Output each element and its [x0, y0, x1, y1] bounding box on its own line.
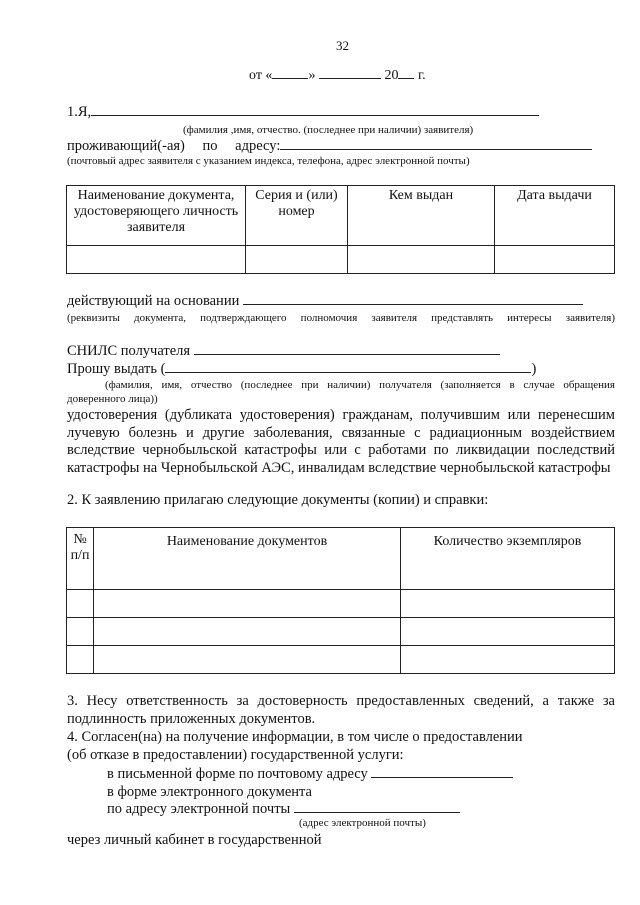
date-suffix: г.: [417, 68, 426, 83]
attachments-table: [66, 527, 615, 674]
date-year-field[interactable]: [398, 78, 414, 79]
date-month-field[interactable]: [319, 78, 381, 79]
snils-field[interactable]: [194, 354, 500, 355]
attachments-table-cell[interactable]: [94, 618, 401, 646]
request-hint: (фамилия, имя, отчество (последнее при наличии) получателя (заполняется в случае обращения доверенного лица)): [67, 379, 615, 405]
snils-label: СНИЛС получателя: [67, 343, 191, 359]
id-table-cell[interactable]: [495, 246, 615, 274]
id-table-cell[interactable]: [246, 246, 348, 274]
attachments-table-cell[interactable]: [67, 590, 94, 618]
consent-option-cabinet: через личный кабинет в государственной: [67, 832, 322, 848]
date-line: [249, 68, 426, 84]
request-close: ): [531, 361, 537, 377]
applicant-hint: (фамилия ,имя, отчество. (последнее при наличии) заявителя): [183, 124, 474, 136]
consent-option-email: [107, 801, 460, 819]
address-field[interactable]: [280, 149, 592, 150]
consent-line-2: (об отказе в предоставлении) государственной услуги:: [67, 747, 404, 763]
id-table-header: Наименование документа, удостоверяющего личность заявителя: [67, 186, 246, 246]
consent-option-postal: [107, 766, 513, 784]
consent-line-1: 4. Согласен(на) на получение информации, в том числе о предоставлении: [67, 729, 523, 745]
address-hint: (почтовый адрес заявителя с указанием индекса, телефона, адрес электронной почты): [67, 155, 470, 167]
email-hint: (адрес электронной почты): [299, 817, 426, 829]
date-mid: »: [308, 68, 316, 83]
applicant-row: [67, 104, 539, 121]
recipient-name-field[interactable]: [165, 372, 531, 373]
residing-row: [67, 138, 592, 155]
authority-hint: (реквизиты документа, подтверждающего полномочия заявителя представлять интересы заявителя): [67, 312, 615, 324]
responsibility-text: 3. Несу ответственность за достоверность предоставленных сведений, а также за подлинность приложенных документов.: [67, 693, 615, 727]
applicant-name-field[interactable]: [91, 115, 539, 116]
authority-label: действующий на основании: [67, 293, 240, 309]
authority-row: [67, 293, 583, 310]
attachments-table-header: Количество экземпляров: [401, 528, 615, 590]
id-table-header: Кем выдан: [348, 186, 495, 246]
residing-label-b: по: [202, 138, 218, 154]
email-field[interactable]: [294, 812, 460, 813]
attachments-table-cell[interactable]: [94, 646, 401, 674]
attachments-table-header: № п/п: [67, 528, 94, 590]
id-table-cell[interactable]: [67, 246, 246, 274]
request-text: удостоверения (дубликата удостоверения) гражданам, получившим или перенесшим лучевую болезнь и другие заболевания, связанные с радиационным воздействием вследствие чернобыльской катастрофы или с работами по ликвидации последствий катастрофы на Чернобыльской АЭС, инвалидам вследствие чернобыльской катастрофы: [67, 407, 615, 476]
attachments-table-header: Наименование документов: [94, 528, 401, 590]
consent-option-email-label: по адресу электронной почты: [107, 801, 291, 817]
date-year-prefix: 20: [384, 68, 399, 83]
date-prefix: от «: [249, 68, 273, 83]
residing-label-c: адресу:: [235, 138, 281, 154]
attachments-table-cell[interactable]: [67, 646, 94, 674]
id-document-table: [66, 185, 615, 274]
authority-field[interactable]: [243, 304, 583, 305]
id-table-header: Серия и (или) номер: [246, 186, 348, 246]
page-number: 32: [336, 38, 349, 53]
attachments-table-cell[interactable]: [401, 618, 615, 646]
residing-label-a: проживающий(-ая): [67, 138, 185, 154]
date-day-field[interactable]: [272, 78, 308, 79]
id-table-cell[interactable]: [348, 246, 495, 274]
snils-row: [67, 343, 500, 360]
consent-option-electronic: в форме электронного документа: [107, 784, 312, 800]
applicant-label: 1.Я,: [67, 104, 92, 120]
postal-address-field[interactable]: [371, 777, 513, 778]
attachments-table-cell[interactable]: [401, 646, 615, 674]
id-table-header: Дата выдачи: [495, 186, 615, 246]
request-label: Прошу выдать (: [67, 361, 166, 377]
attachments-table-cell[interactable]: [401, 590, 615, 618]
request-row: [67, 361, 536, 378]
attachments-table-cell[interactable]: [94, 590, 401, 618]
attachments-table-cell[interactable]: [67, 618, 94, 646]
attachments-intro: 2. К заявлению прилагаю следующие документы (копии) и справки:: [67, 492, 489, 508]
consent-option-postal-label: в письменной форме по почтовому адресу: [107, 766, 368, 782]
